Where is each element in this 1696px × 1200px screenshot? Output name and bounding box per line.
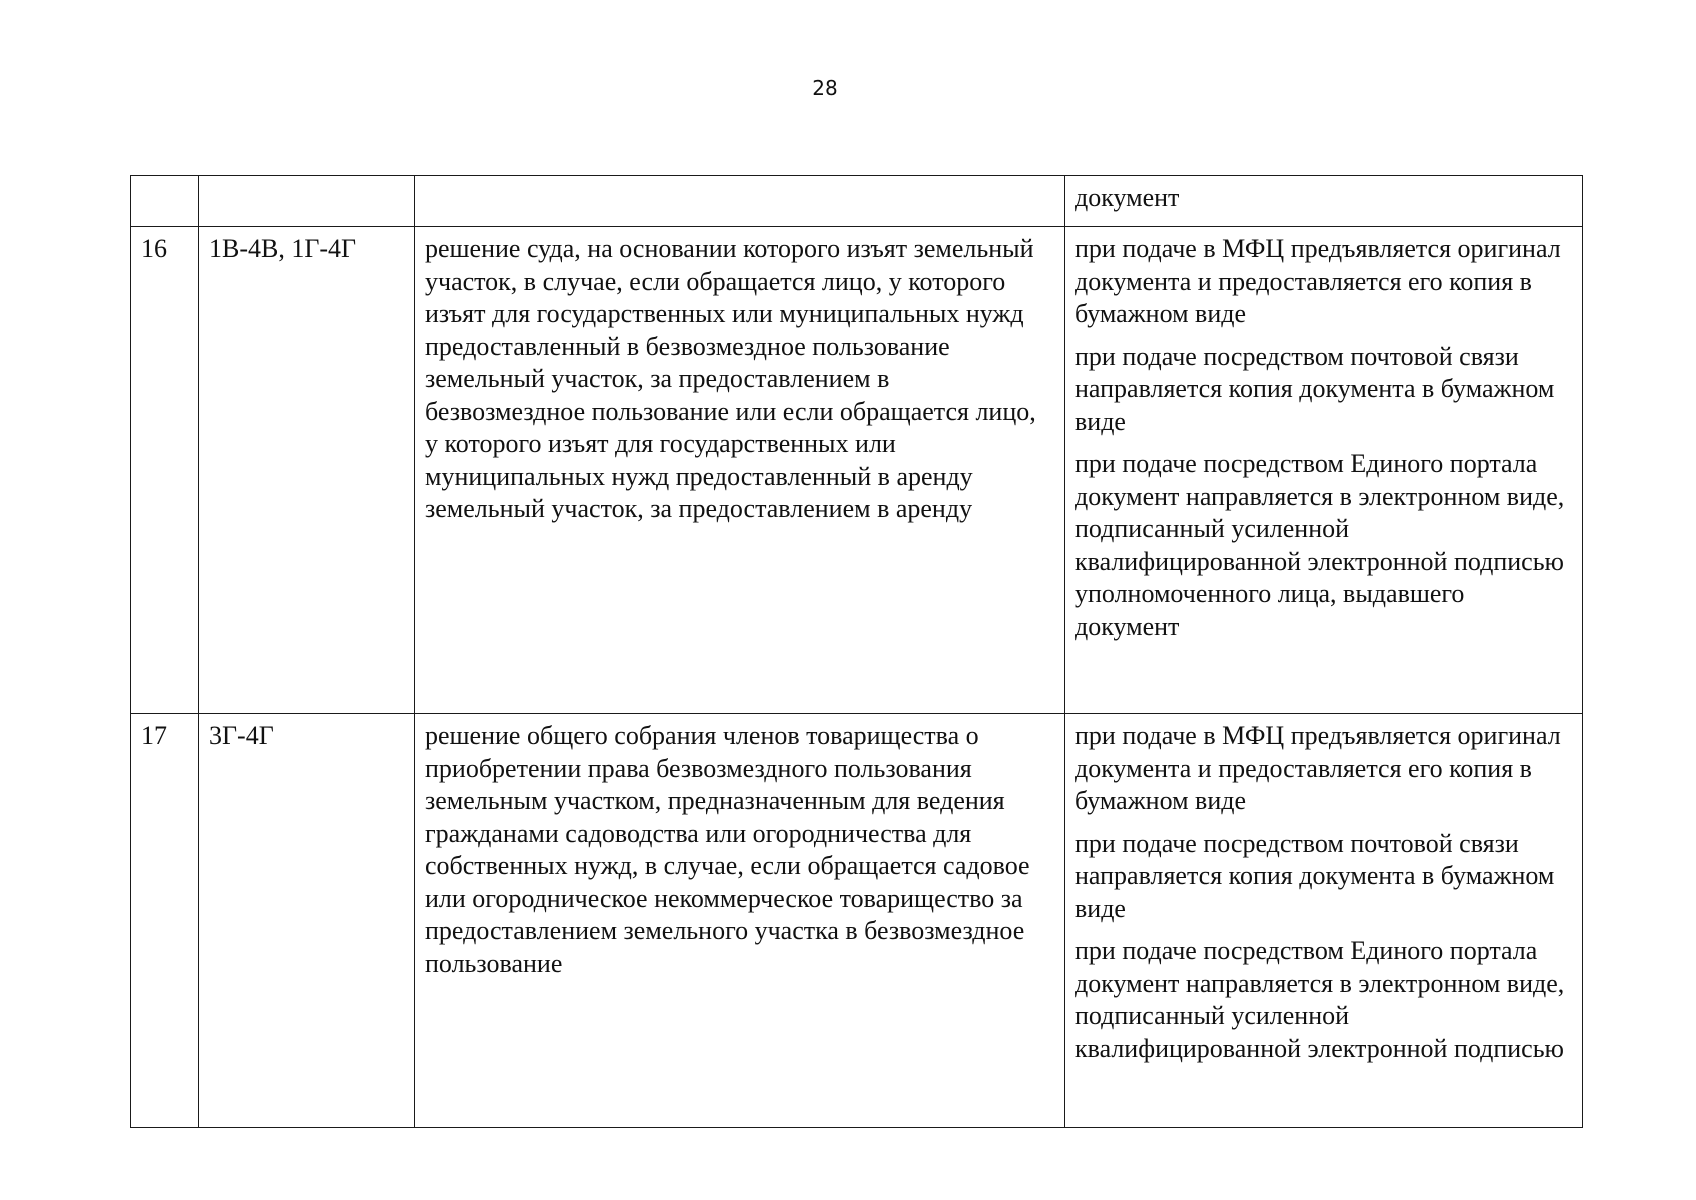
submission-paragraph: при подаче в МФЦ предъявляется оригинал документа и предоставляется его копия в бумажном виде <box>1075 721 1561 815</box>
documents-table <box>130 175 1583 1128</box>
submission-paragraph: при подаче посредством Единого портала документ направляется в электронном виде, подписанный усиленной квалифицированной электронной подписью <box>1075 936 1565 1063</box>
table-row-continuation <box>131 176 1583 227</box>
cell-submission <box>1065 714 1583 1128</box>
cell-number: 17 <box>131 714 199 1128</box>
cell-document: решение суда, на основании которого изъят земельный участок, в случае, если обращается лицо, у которого изъят для государственных или муниципальных нужд предоставленный в безвозмездное пользование земельный участок, за предоставлением в безвозмездное пользование или если обращается лицо, у которого изъят для государственных или муниципальных нужд предоставленный в аренду земельный участок, за предоставлением в аренду <box>415 227 1065 714</box>
table-row <box>131 714 1583 1128</box>
table-row <box>131 227 1583 714</box>
submission-paragraph: при подаче в МФЦ предъявляется оригинал документа и предоставляется его копия в бумажном виде <box>1075 234 1561 328</box>
cell-codes: 1В-4В, 1Г-4Г <box>199 227 415 714</box>
cell-codes <box>199 176 415 227</box>
cell-document: решение общего собрания членов товарищества о приобретении права безвозмездного пользования земельным участком, предназначенным для ведения гражданами садоводства или огородничества для собственных нужд, в случае, если обращается садовое или огородническое некоммерческое товарищество за предоставлением земельного участка в безвозмездное пользование <box>415 714 1065 1128</box>
page-number: 28 <box>812 76 838 100</box>
submission-paragraph: при подаче посредством Единого портала документ направляется в электронном виде, подписанный усиленной квалифицированной электронной подписью уполномоченного лица, выдавшего документ <box>1075 449 1565 641</box>
cell-number: 16 <box>131 227 199 714</box>
cell-submission <box>1065 227 1583 714</box>
cell-number <box>131 176 199 227</box>
submission-paragraph: при подаче посредством почтовой связи направляется копия документа в бумажном виде <box>1075 828 1555 923</box>
cell-document <box>415 176 1065 227</box>
cell-submission: документ <box>1065 176 1583 227</box>
submission-paragraph: при подаче посредством почтовой связи направляется копия документа в бумажном виде <box>1075 341 1555 436</box>
cell-codes: 3Г-4Г <box>199 714 415 1128</box>
